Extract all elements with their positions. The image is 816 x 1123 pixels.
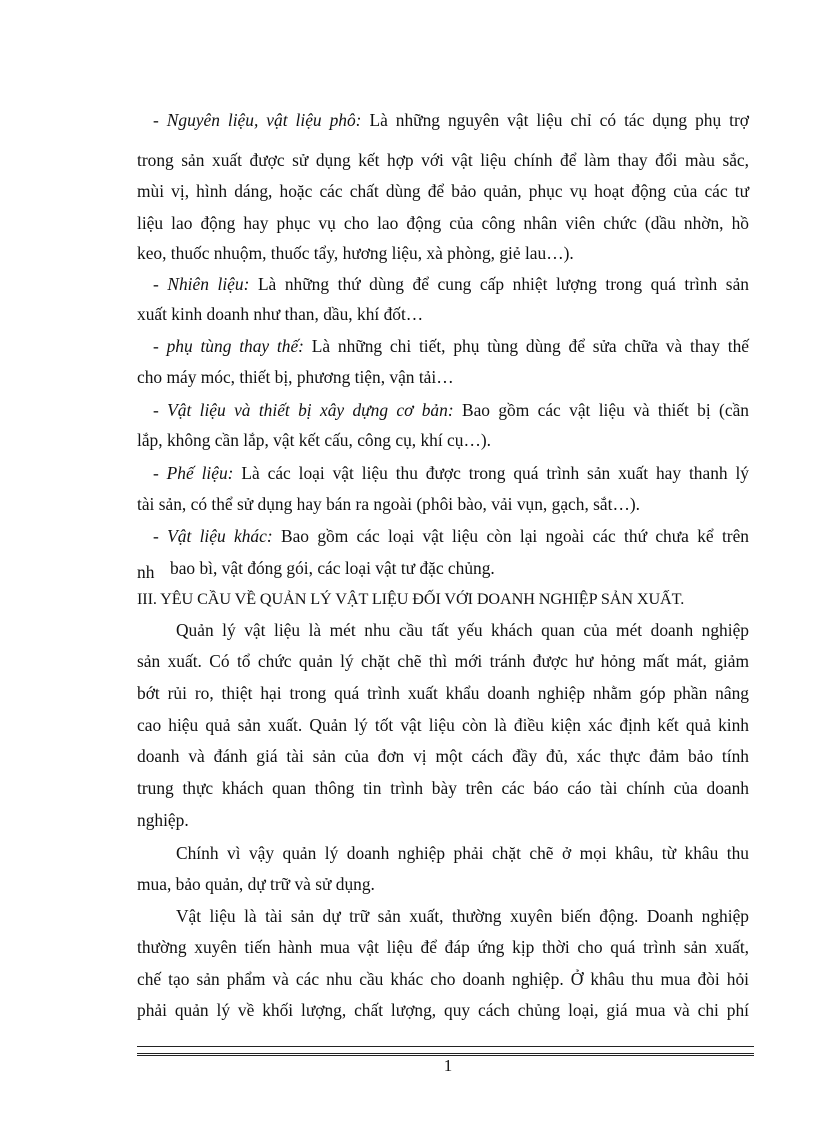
paragraph-line: chế tạo sản phẩm và các nhu cầu khác cho doanh nghiệp. Ở khâu thu mua đòi hỏi [137, 969, 749, 989]
page-number: 1 [443, 1056, 453, 1075]
text-span: Bao gồm các vật liệu và thiết bị (cần [453, 400, 749, 420]
paragraph-line: trong sản xuất được sử dụng kết hợp với vật liệu chính để làm thay đổi màu sắc, [137, 150, 749, 170]
footer-divider [137, 1046, 754, 1056]
term-label: - Nhiên liệu: [153, 274, 250, 294]
paragraph-line: xuất kinh doanh như than, dầu, khí đốt… [137, 304, 424, 324]
paragraph-line [153, 525, 749, 547]
paragraph-line: liệu lao động hay phục vụ cho lao động của công nhân viên chức (dầu nhờn, hồ [137, 213, 749, 233]
paragraph-line: nghiệp. [137, 810, 189, 830]
paragraph-line: tài sản, có thể sử dụng hay bán ra ngoài (phôi bào, vải vụn, gạch, sắt…). [137, 494, 640, 514]
text-span: Là các loại vật liệu thu được trong quá trình sản xuất hay thanh lý [233, 463, 749, 483]
paragraph-line: cho máy móc, thiết bị, phương tiện, vận tải… [137, 367, 454, 387]
text-span: Là những nguyên vật liệu chỉ có tác dụng phụ trợ [361, 110, 749, 130]
paragraph-line [153, 335, 749, 357]
term-label: - Vật liệu và thiết bị xây dựng cơ bản: [153, 400, 454, 420]
term-label: - phụ tùng thay thế: [153, 336, 304, 356]
term-label: - Phế liệu: [153, 463, 234, 483]
paragraph-line: sản xuất. Có tổ chức quản lý chặt chẽ thì mới tránh được hư hỏng mất mát, giảm [137, 651, 749, 671]
text-span: Là những thứ dùng để cung cấp nhiệt lượng trong quá trình sản [249, 274, 749, 294]
paragraph-line: Quản lý vật liệu là mét nhu cầu tất yếu khách quan của mét doanh nghiệp [176, 620, 749, 640]
paragraph-fragment: nh [137, 562, 155, 582]
section-heading: III. YÊU CẦU VỀ QUẢN LÝ VẬT LIỆU ĐỐI VỚI DOANH NGHIỆP SẢN XUẤT. [137, 590, 685, 608]
paragraph-line: keo, thuốc nhuộm, thuốc tẩy, hương liệu, xà phòng, giẻ lau…). [137, 243, 574, 263]
paragraph-line: cao hiệu quả sản xuất. Quản lý tốt vật liệu còn là điều kiện xác định kết quả kinh [137, 715, 749, 735]
paragraph-line: Chính vì vậy quản lý doanh nghiệp phải chặt chẽ ở mọi khâu, từ khâu thu [176, 843, 749, 863]
paragraph-line: doanh và đánh giá tài sản của đơn vị một cách đầy đủ, xác thực đảm bảo tính [137, 746, 749, 766]
term-label: - Vật liệu khác: [153, 526, 273, 546]
text-span: Bao gồm các loại vật liệu còn lại ngoài các thứ chưa kể trên [272, 526, 749, 546]
paragraph-line: phải quản lý về khối lượng, chất lượng, quy cách chủng loại, giá mua và chi phí [137, 1000, 749, 1020]
paragraph-line [153, 399, 749, 421]
paragraph-line: mùi vị, hình dáng, hoặc các chất dùng để bảo quản, phục vụ hoạt động của các tư [137, 181, 749, 201]
paragraph-line: mua, bảo quản, dự trữ và sử dụng. [137, 874, 375, 894]
paragraph-line [153, 109, 749, 131]
paragraph-line: lắp, không cần lắp, vật kết cấu, công cụ, khí cụ…). [137, 430, 491, 450]
paragraph-line [153, 462, 749, 484]
paragraph-line: thường xuyên tiến hành mua vật liệu để đáp ứng kịp thời cho quá trình sản xuất, [137, 937, 749, 957]
paragraph-line: bớt rủi ro, thiệt hại trong quá trình xuất khẩu doanh nghiệp nhằm góp phần nâng [137, 683, 749, 703]
term-label: - Nguyên liệu, vật liệu phô: [153, 110, 362, 130]
paragraph-line: Vật liệu là tài sản dự trữ sản xuất, thường xuyên biến động. Doanh nghiệp [176, 906, 749, 926]
paragraph-line [153, 273, 749, 295]
paragraph-line: bao bì, vật đóng gói, các loại vật tư đặc chủng. [170, 558, 495, 578]
text-span: Là những chi tiết, phụ tùng dùng để sửa chữa và thay thế [303, 336, 749, 356]
paragraph-line: trung thực khách quan thông tin trình bày trên các báo cáo tài chính của doanh [137, 778, 749, 798]
